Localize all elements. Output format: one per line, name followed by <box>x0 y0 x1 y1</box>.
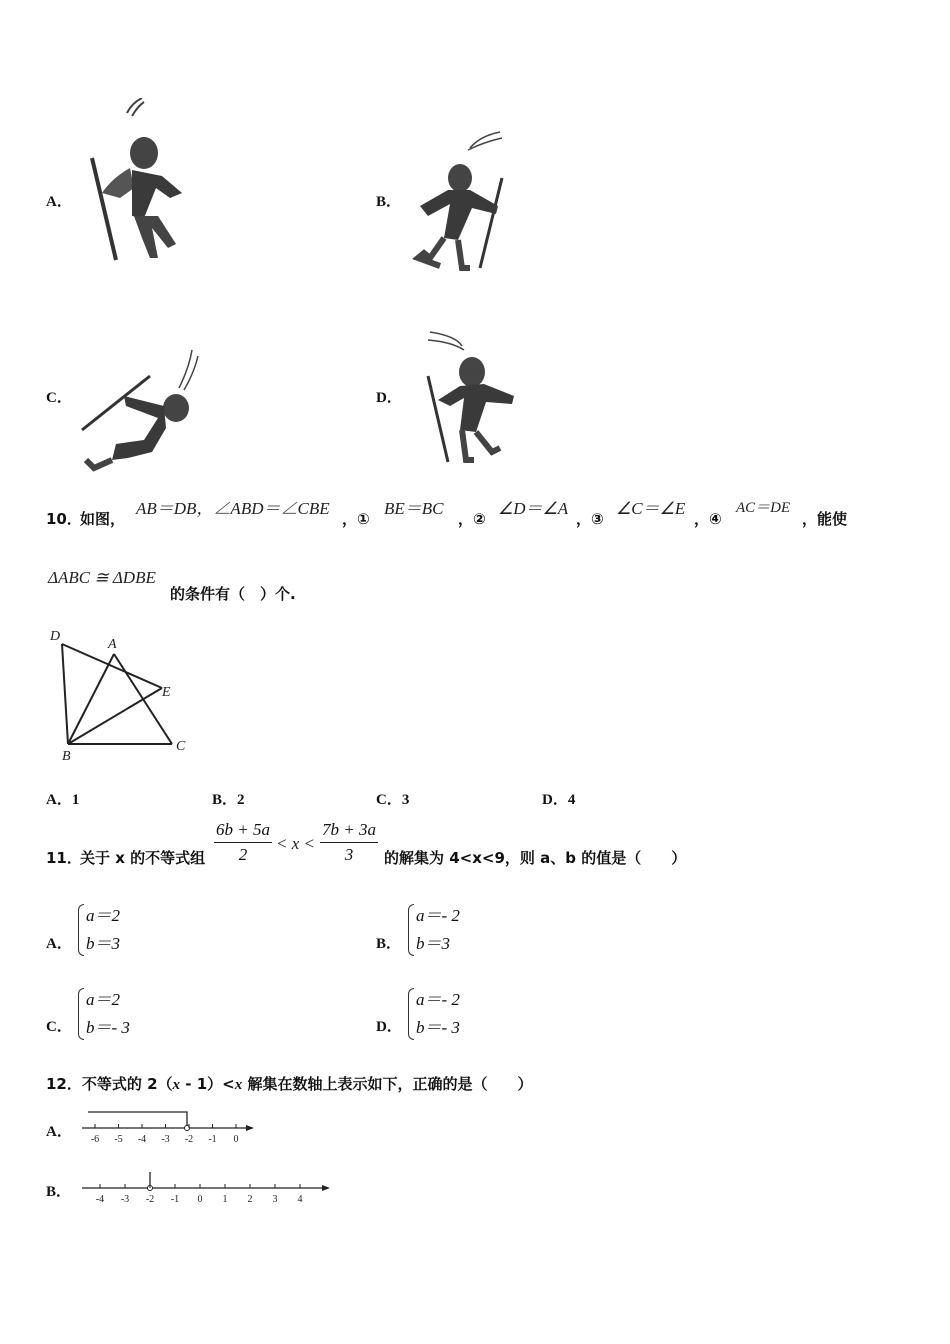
q10-condition-3: ∠C＝∠E <box>616 499 686 518</box>
monkey-figure-a-icon <box>72 98 202 268</box>
vertex-label-c: C <box>176 739 186 754</box>
q11-option-c-line1: a＝2 <box>86 990 120 1009</box>
q10-option-a[interactable]: A．1 <box>46 792 80 808</box>
monkey-figure-c-icon <box>74 348 204 473</box>
q10-question: 的条件有（ ）个. <box>170 585 296 603</box>
q12-b-tick-label-1: -3 <box>120 1194 130 1205</box>
q12-mid: - 1）< <box>180 1075 235 1093</box>
q9-option-b-label: B． <box>376 194 402 210</box>
vertex-label-b: B <box>62 749 71 764</box>
q12-b-tick-label-8: 4 <box>297 1194 303 1205</box>
q11-fraction-1-numerator: 6b + 5a <box>214 820 272 843</box>
q12-b-tick-label-3: -1 <box>170 1194 180 1205</box>
q11-question: 的解集为 4<x<9，则 a、b 的值是（ ） <box>384 849 687 867</box>
q12-number-line-a <box>80 1106 260 1148</box>
q12-b-tick-label-6: 2 <box>247 1194 253 1205</box>
q12-b-tick-label-5: 1 <box>222 1194 228 1205</box>
q11-option-c-system <box>78 986 130 1042</box>
q11-number: 11． <box>46 849 82 867</box>
q11-option-a-system <box>78 902 120 958</box>
q10-condition-2: ∠D＝∠A <box>498 499 569 518</box>
q12-a-tick-label-2: -4 <box>137 1134 147 1145</box>
q11-option-b-line1: a＝- 2 <box>416 906 460 925</box>
q10-given: AB＝DB，∠ABD＝∠CBE <box>136 499 330 518</box>
q12-b-tick-label-0: -4 <box>95 1194 105 1205</box>
q11-fraction-2-denominator: 3 <box>344 845 354 864</box>
q11-fraction-2-numerator: 7b + 3a <box>320 820 378 843</box>
q9-option-d-label: D． <box>376 390 402 406</box>
q12-b-tick-label-2: -2 <box>145 1194 155 1205</box>
q10-comma-1: ，① <box>342 510 370 528</box>
q10-comma-4: ，④ <box>694 510 722 528</box>
q10-condition-4: AC＝DE <box>736 500 791 516</box>
q10-tail: ，能使 <box>802 510 848 528</box>
monkey-figure-d-icon <box>420 326 530 466</box>
q11-option-d-line1: a＝- 2 <box>416 990 460 1009</box>
q10-intro: 如图， <box>80 510 126 528</box>
q11-option-d-system <box>408 986 460 1042</box>
q12-a-tick-label-5: -1 <box>208 1134 217 1145</box>
q12-question: 解集在数轴上表示如下，正确的是（ ） <box>242 1075 533 1093</box>
q10-option-b[interactable]: B．2 <box>212 792 245 808</box>
q12-option-a[interactable]: A． <box>46 1124 72 1140</box>
q12-a-tick-label-1: -5 <box>114 1134 123 1145</box>
q11-fraction-1 <box>214 820 272 865</box>
vertex-label-e: E <box>162 685 171 700</box>
q11-option-b-system <box>408 902 460 958</box>
q10-option-d[interactable]: D．4 <box>542 792 576 808</box>
q10-number: 10． <box>46 510 82 528</box>
q11-option-b[interactable]: B． <box>376 936 402 952</box>
q11-middle: < x < <box>276 834 315 853</box>
q11-fraction-1-denominator: 2 <box>238 845 248 864</box>
q11-option-a-line1: a＝2 <box>86 906 120 925</box>
q12-b-tick-label-4: 0 <box>197 1194 203 1205</box>
q10-condition-1: BE＝BC <box>384 499 444 518</box>
q9-option-a-label: A． <box>46 194 72 210</box>
vertex-label-d: D <box>50 629 61 644</box>
q11-intro: 关于 x 的不等式组 <box>80 849 206 867</box>
q9-option-c-label: C． <box>46 390 72 406</box>
q12-expr: x <box>172 1077 181 1093</box>
q10-triangle-figure <box>40 624 200 764</box>
q11-option-d[interactable]: D． <box>376 1019 402 1035</box>
q10-option-c[interactable]: C．3 <box>376 792 410 808</box>
q11-option-c-line2: b＝- 3 <box>86 1018 130 1037</box>
q11-option-d-line2: b＝- 3 <box>416 1018 460 1037</box>
q11-option-a-line2: b＝3 <box>86 934 120 953</box>
q12-expr2: x <box>234 1077 243 1093</box>
q12-stem <box>46 1073 532 1094</box>
q12-prefix: 不等式的 2（ <box>81 1075 173 1093</box>
q12-option-b[interactable]: B． <box>46 1184 72 1200</box>
q11-option-a[interactable]: A． <box>46 936 72 952</box>
q10-congruence: ΔABC ≅ ΔDBE <box>48 568 156 587</box>
q11-fraction-2 <box>320 820 378 865</box>
q10-comma-3: ，③ <box>576 510 604 528</box>
q12-a-tick-label-0: -6 <box>90 1134 100 1145</box>
q12-a-tick-label-4: -2 <box>184 1134 194 1145</box>
q12-number-line-b <box>80 1166 340 1208</box>
q12-a-tick-label-3: -3 <box>161 1134 170 1145</box>
q10-comma-2: ，② <box>458 510 486 528</box>
monkey-figure-b-icon <box>410 128 520 273</box>
q11-option-b-line2: b＝3 <box>416 934 450 953</box>
q12-number: 12． <box>46 1075 82 1093</box>
q12-b-tick-label-7: 3 <box>272 1194 278 1205</box>
q12-a-tick-label-6: 0 <box>233 1134 239 1145</box>
vertex-label-a: A <box>108 637 117 652</box>
q11-option-c[interactable]: C． <box>46 1019 72 1035</box>
